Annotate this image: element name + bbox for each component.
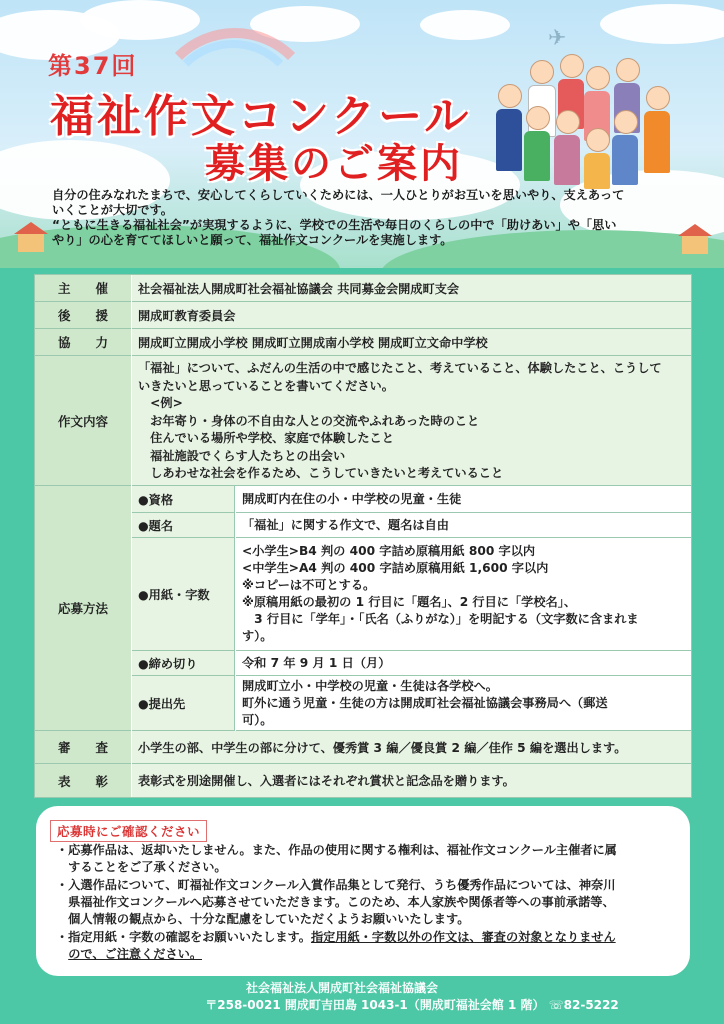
house-icon: [18, 234, 44, 252]
paper-line: <中学生>A4 判の 400 字詰め原稿用紙 1,600 字以内: [242, 561, 549, 575]
value-organizer: 社会福祉法人開成町社会福祉協議会 共同募金会開成町支会: [132, 275, 691, 302]
intro-line: やり」の心を育ててほしいと願って、福祉作文コンクールを実施します。: [52, 233, 453, 247]
label-cooperation: 協 力: [35, 329, 131, 356]
police-officer-figure: [498, 84, 522, 171]
notice-line: ・入選作品について、町福祉作文コンクール入賞作品集として発行、うち優秀作品については、神奈川: [56, 878, 616, 892]
notice-box: [36, 806, 690, 976]
cloud: [80, 0, 200, 40]
row-organizer: [35, 275, 691, 302]
submit-line: 町外に通う児童・生徒の方は開成町社会福祉協議会事務局へ（郵送: [242, 695, 608, 710]
content-line: 福祉施設でくらす人たちとの出会い: [138, 448, 346, 463]
value-award: 表彰式を別途開催し、入選者にはそれぞれ賞状と記念品を贈ります。: [132, 764, 691, 797]
notice-line: ・応募作品は、返却いたしません。また、作品の使用に関する権利は、福祉作文コンクール主催者に属: [56, 843, 617, 857]
footer: [0, 980, 724, 1014]
value-deadline: 令和 7 年 9 月 1 日（月）: [236, 651, 691, 676]
label-award: 表 彰: [35, 764, 131, 797]
label-submit: ●提出先: [132, 676, 235, 731]
intro-text: [52, 188, 702, 248]
label-support: 後 援: [35, 302, 131, 329]
hero-banner: [0, 0, 724, 268]
intro-line: “ともに生きる福祉社会”が実現するように、学校での生活や毎日のくらしの中で「助けあい」や「思い: [52, 218, 617, 232]
label-application: 応募方法: [35, 486, 131, 731]
paper-line: 3 行目に「学年」・「氏名（ふりがな）」を明記する（文字数に含まれま: [242, 612, 639, 626]
value-support: 開成町教育委員会: [132, 302, 691, 329]
label-paper: ●用紙・字数: [132, 538, 235, 651]
people-illustration: [490, 50, 690, 190]
row-judging: [35, 731, 691, 764]
label-title-rule: ●題名: [132, 513, 235, 538]
cloud: [600, 4, 724, 44]
airplane-icon: ✈: [548, 26, 567, 51]
grandmother-figure: [556, 110, 580, 185]
notice-underlined-text: ので、ご注意ください。: [68, 947, 203, 961]
paper-line: ※原稿用紙の最初の 1 行目に「題名」、2 行目に「学校名」、: [242, 595, 577, 609]
content-line: しあわせな社会を作るため、こうしていきたいと考えていること: [138, 466, 504, 480]
cloud: [420, 10, 510, 40]
content-line: お年寄り・身体の不自由な人との交流やふれあった時のこと: [138, 413, 480, 428]
value-paper: [236, 538, 691, 651]
paper-line: <小学生>B4 判の 400 字詰め原稿用紙 800 字以内: [242, 544, 536, 558]
value-eligibility: 開成町内在住の小・中学校の児童・生徒: [236, 486, 691, 513]
notice-title: 応募時にご確認ください: [50, 820, 207, 842]
notice-line: [56, 929, 686, 946]
submit-line: 可）。: [242, 712, 273, 727]
label-content: 作文内容: [35, 356, 131, 486]
info-table: [34, 274, 692, 798]
value-title-rule: 「福祉」に関する作文で、題名は自由: [236, 513, 691, 538]
row-award: [35, 764, 691, 797]
notice-line: することをご了承ください。: [56, 860, 227, 874]
content-line: 住んでいる場所や学校、家庭で体験したこと: [138, 431, 394, 445]
notice-item: [56, 877, 686, 928]
footer-org: 社会福祉法人開成町社会福祉協議会: [245, 981, 438, 995]
content-line: 「福祉」について、ふだんの生活の中で感じたこと、考えていること、体験したこと、こうして: [138, 361, 662, 375]
student-figure: [614, 110, 638, 185]
notice-line: 個人情報の観点から、十分な配慮をしていただくようお願いいたします。: [56, 912, 470, 926]
footer-address: 〒258-0021 開成町吉田島 1043-1（開成町福祉会館 1 階） ☏82-5222: [205, 998, 619, 1012]
notice-line: 県福祉作文コンクールへ応募させていただきます。このため、本人家族や関係者等への事前承諾等、: [56, 895, 615, 909]
page-title: 福祉作文コンクール: [50, 91, 472, 142]
value-content: [132, 356, 691, 486]
intro-line: 自分の住みなれたまちで、安心してくらしていくためには、一人ひとりがお互いを思いやり、支えあって: [52, 188, 625, 202]
paper-line: ※コピーは不可とする。: [242, 578, 376, 592]
value-submit: [236, 676, 691, 731]
label-deadline: ●締め切り: [132, 651, 235, 676]
notice-list: [56, 842, 686, 964]
edition-label: 第37回: [48, 52, 138, 80]
child-figure: [586, 128, 610, 189]
intro-line: いくことが大切です。: [52, 203, 173, 217]
notice-line: [56, 946, 686, 963]
submit-line: 開成町立小・中学校の児童・生徒は各学校へ。: [242, 678, 498, 693]
row-cooperation: [35, 329, 691, 356]
notice-item: [56, 842, 686, 876]
row-content: [35, 356, 691, 486]
notice-plain-text: ・指定用紙・字数の確認をお願いいたします。: [56, 930, 311, 944]
firefighter-figure: [646, 86, 670, 173]
notice-item: [56, 929, 686, 963]
page-subtitle: 募集のご案内: [205, 141, 463, 187]
value-judging: 小学生の部、中学生の部に分けて、優秀賞 3 編／優良賞 2 編／佳作 5 編を選出します。: [132, 731, 691, 764]
label-judging: 審 査: [35, 731, 131, 764]
content-line: <例>: [138, 396, 183, 410]
content-line: いきたいと思っていることを書いてください。: [138, 378, 394, 393]
row-support: [35, 302, 691, 329]
green-apron-figure: [526, 106, 550, 181]
paper-line: す）。: [242, 629, 273, 643]
label-organizer: 主 催: [35, 275, 131, 302]
notice-underlined-text: 指定用紙・字数以外の作文は、審査の対象となりません: [310, 930, 616, 944]
row-application: [35, 486, 691, 731]
label-eligibility: ●資格: [132, 486, 235, 513]
value-cooperation: 開成町立開成小学校 開成町立開成南小学校 開成町立文命中学校: [132, 329, 691, 356]
